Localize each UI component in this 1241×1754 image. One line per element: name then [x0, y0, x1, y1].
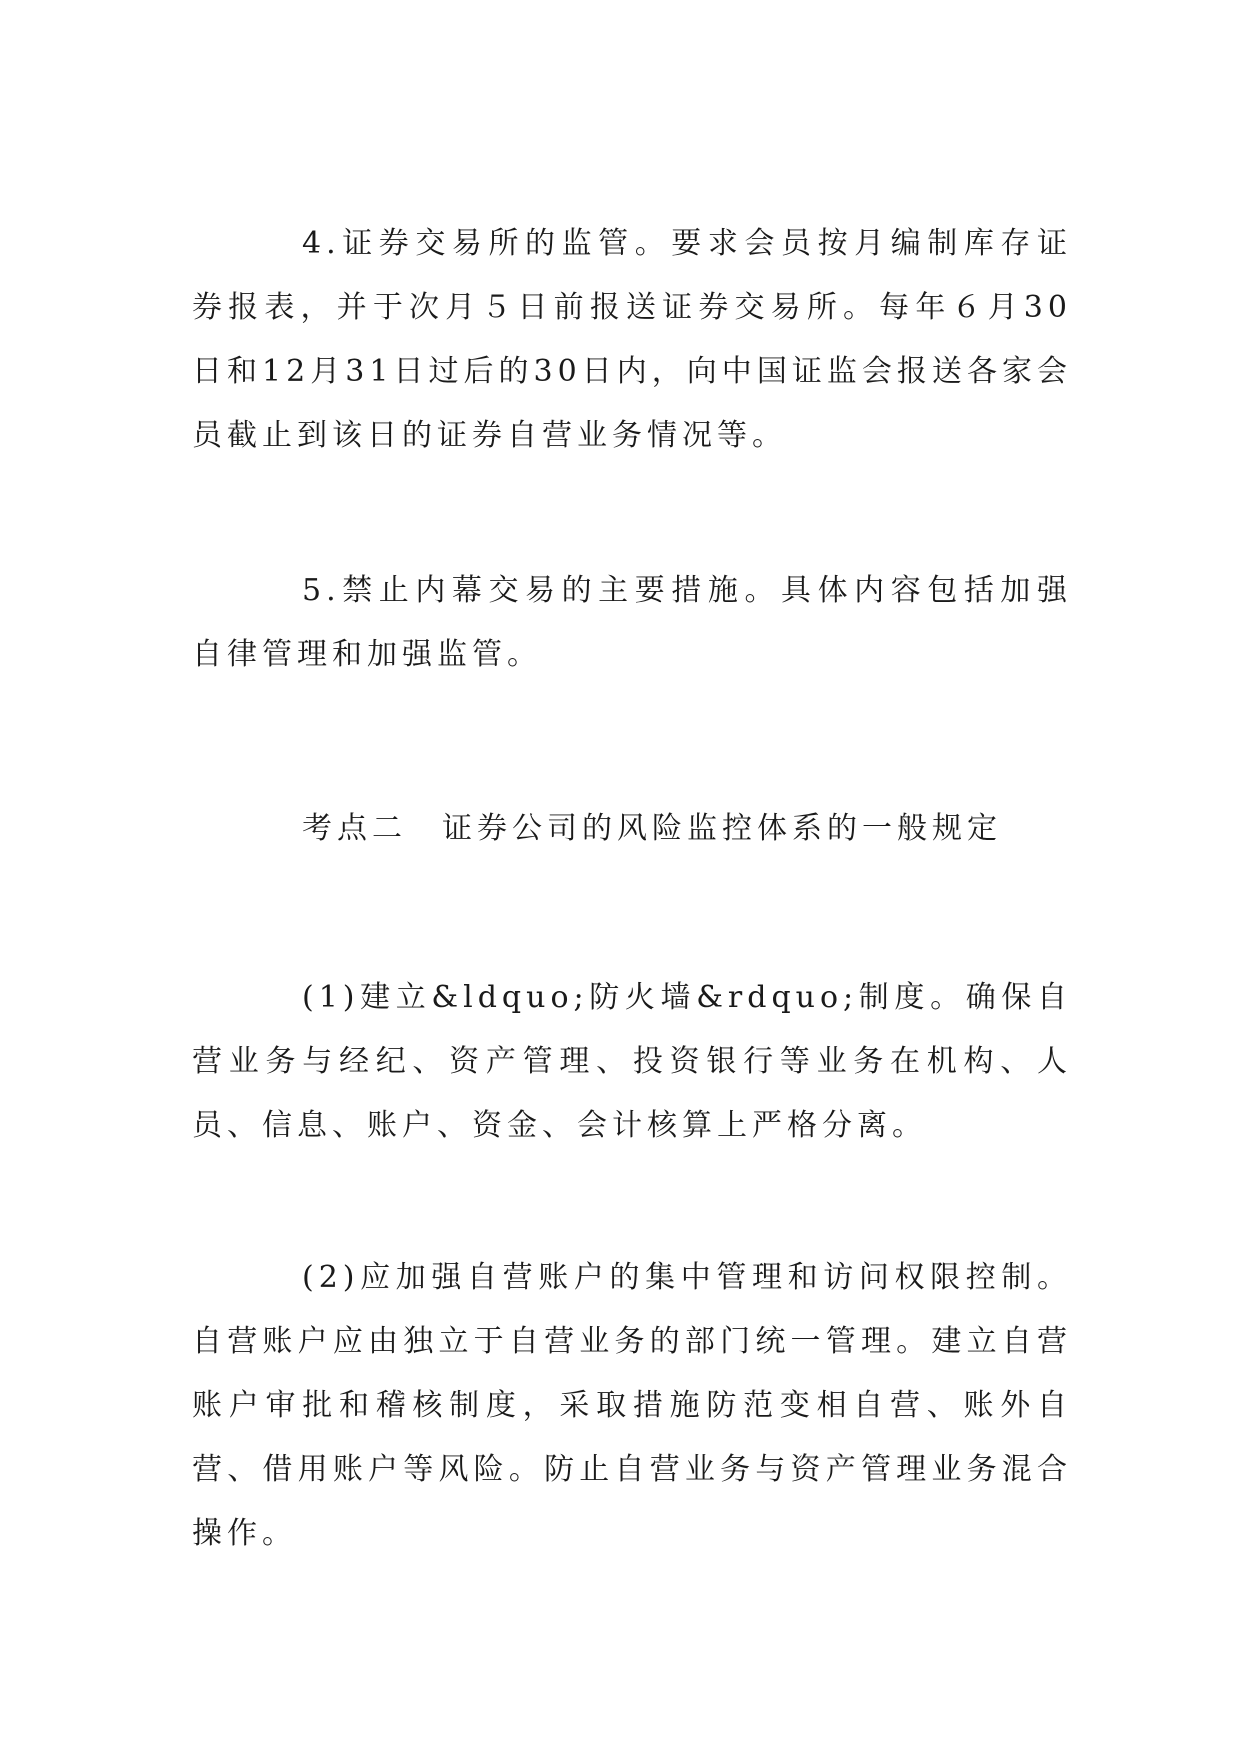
- paragraph-exchange-supervision: 4.证券交易所的监管。要求会员按月编制库存证券报表，并于次月５日前报送证券交易所。每年６月30日和12月31日过后的30日内，向中国证监会报送各家会员截止到该日的证券自营业务情况等。: [192, 226, 1072, 453]
- paragraph-insider-trading-measures: 5.禁止内幕交易的主要措施。具体内容包括加强自律管理和加强监管。: [192, 573, 1072, 672]
- paragraph-account-management: (2)应加强自营账户的集中管理和访问权限控制。自营账户应由独立于自营业务的部门统一管理。建立自营账户审批和稽核制度，采取措施防范变相自营、账外自营、借用账户等风险。防止自营业务与资产管理业务混合操作。: [192, 1260, 1072, 1551]
- section-heading-risk-control: 考点二 证券公司的风险监控体系的一般规定: [302, 811, 1002, 846]
- paragraph-firewall-system: (1)建立&ldquo;防火墙&rdquo;制度。确保自营业务与经纪、资产管理、投资银行等业务在机构、人员、信息、账户、资金、会计核算上严格分离。: [192, 980, 1072, 1143]
